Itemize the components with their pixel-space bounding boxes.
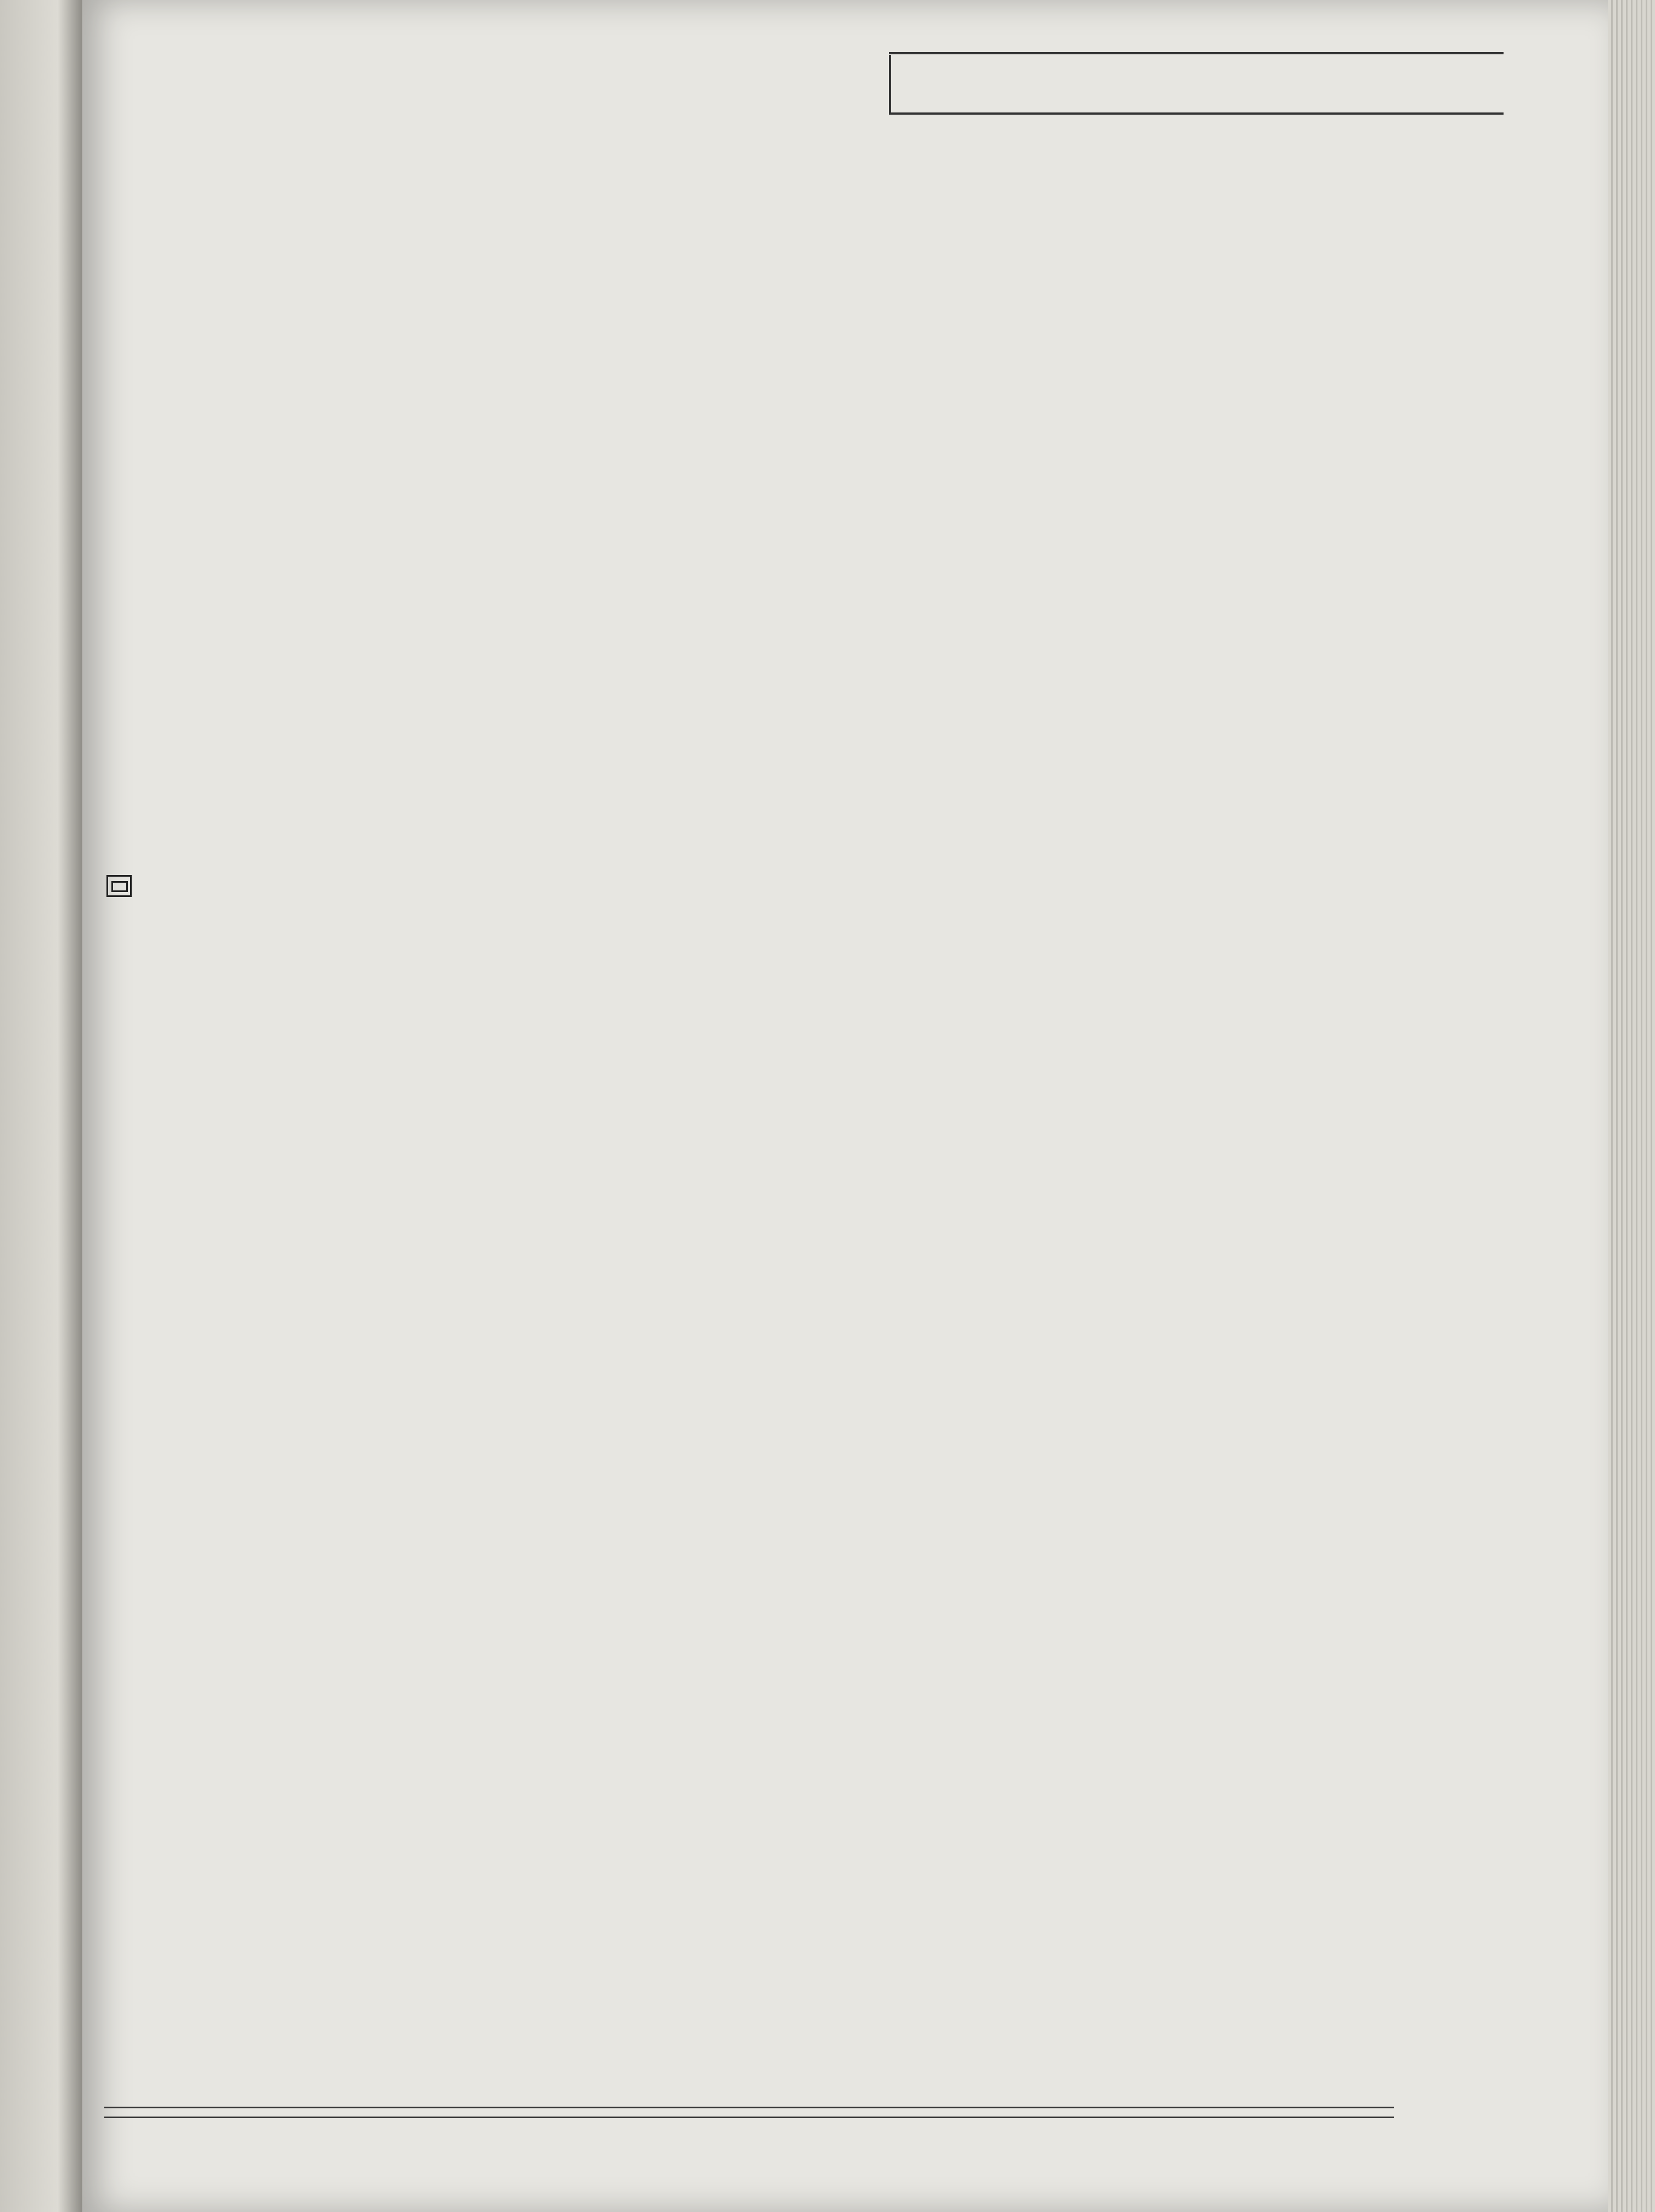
schematic-figure (110, 1196, 1482, 1816)
virtual-instrument-icon (106, 875, 132, 897)
footer-rule (104, 2107, 1394, 2108)
example-line-4 (104, 861, 1410, 906)
chapter-heading (911, 60, 941, 93)
example-paragraph (104, 861, 1410, 906)
footer-rule (104, 2117, 1394, 2118)
facing-page-edge (0, 0, 82, 2212)
book-page (82, 0, 1608, 2212)
page-stack-edge (1608, 0, 1655, 2212)
